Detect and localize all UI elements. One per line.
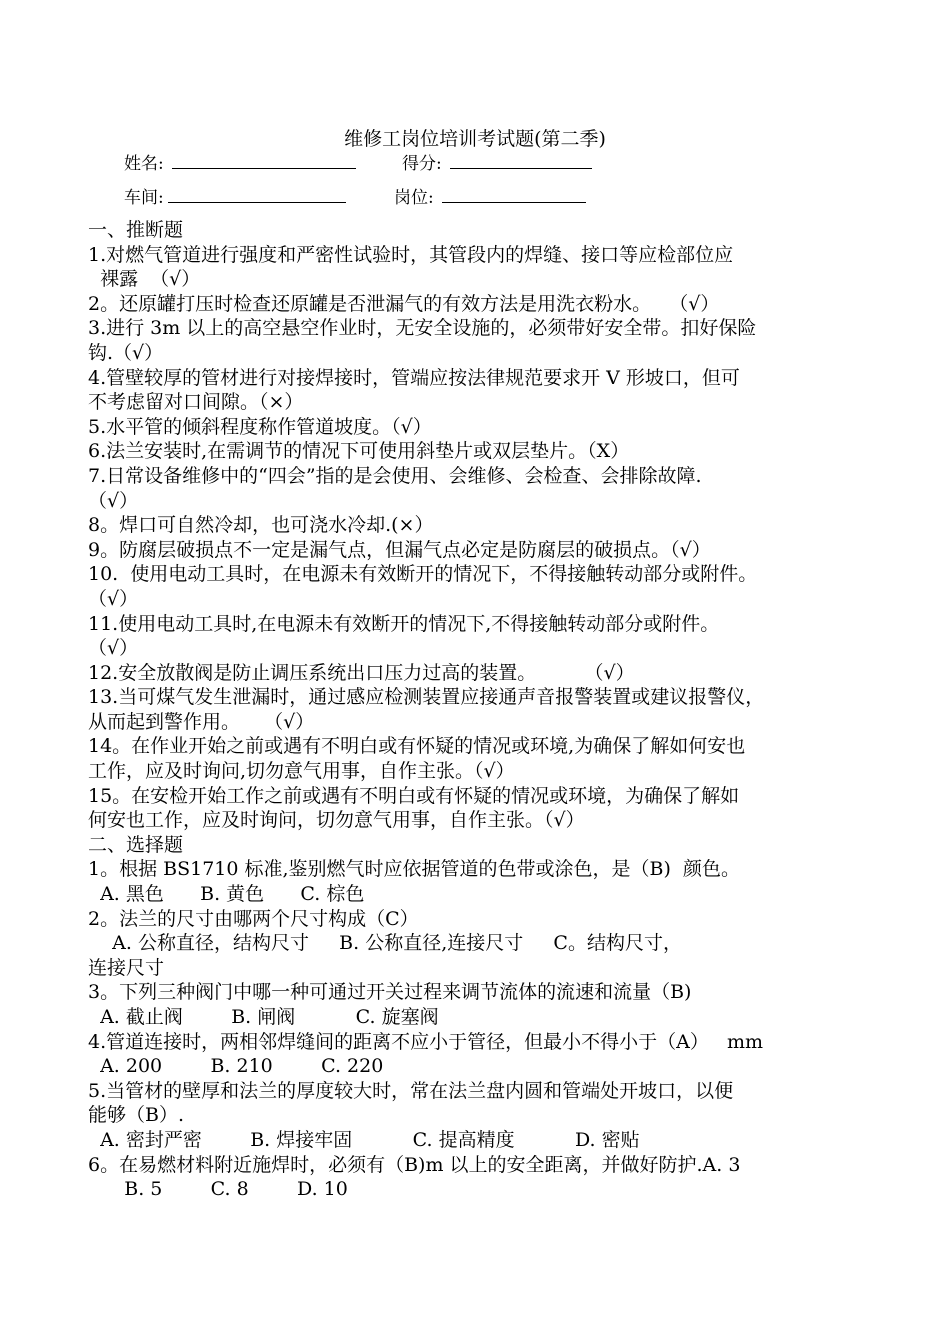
post-field	[394, 186, 586, 209]
exam-title: 维修工岗位培训考试题(第二季)	[344, 128, 606, 150]
score-blank[interactable]	[450, 152, 592, 169]
name-field	[124, 152, 356, 175]
text-line: 5.当管材的壁厚和法兰的厚度较大时，常在法兰盘内圆和管端处开坡口，以便	[88, 1079, 734, 1102]
text-line: A. 截止阀 B. 闸阀 C. 旋塞阀	[88, 1006, 439, 1028]
text-line: 1.对燃气管道进行强度和严密性试验时，其管段内的焊缝、接口等应检部位应	[88, 243, 734, 266]
text-line: 裸露 （√）	[88, 268, 201, 291]
text-line: 6。在易燃材料附近施焊时，必须有（B)m 以上的安全距离，并做好防护.A. 3	[88, 1153, 741, 1176]
name-blank[interactable]	[172, 152, 356, 169]
workshop-field	[124, 186, 346, 209]
text-line: 4.管壁较厚的管材进行对接焊接时，管端应按法律规范要求开 V 形坡口，但可	[88, 366, 740, 389]
post-blank[interactable]	[442, 186, 586, 203]
text-line: 8。焊口可自然冷却，也可浇水冷却.(×）	[88, 514, 434, 537]
text-line: 1。根据 BS1710 标准,鉴别燃气时应依据管道的色带或涂色，是（B) 颜色。	[88, 858, 740, 881]
text-line: 不考虑留对口间隙。（×）	[88, 391, 304, 414]
text-line: 11.使用电动工具时,在电源未有效断开的情况下,不得接触转动部分或附件。	[88, 612, 720, 635]
text-line: 13.当可煤气发生泄漏时，通过感应检测装置应接通声音报警装置或建议报警仪，	[88, 686, 765, 709]
text-line: 二、选择题	[88, 833, 184, 856]
text-line: 12.安全放散阀是防止调压系统出口压力过高的装置。 （√）	[88, 661, 635, 684]
workshop-label: 车间:	[124, 188, 164, 208]
text-line: A. 200 B. 210 C. 220	[88, 1055, 384, 1078]
text-line: 能够（B）.	[88, 1104, 185, 1127]
score-field	[402, 152, 592, 175]
text-line: 4.管道连接时，两相邻焊缝间的距离不应小于管径，但最小不得小于（A） mm	[88, 1030, 764, 1053]
text-line: （√）	[88, 637, 139, 660]
score-label: 得分:	[402, 154, 442, 174]
text-line: 一、推断题	[88, 219, 184, 241]
text-line: A. 黑色 B. 黄色 C. 棕色	[88, 883, 365, 906]
text-line: 15。在安检开始工作之前或遇有不明白或有怀疑的情况或环境，为确保了解如	[88, 784, 740, 807]
text-line: 2。还原罐打压时检查还原罐是否泄漏气的有效方法是用洗衣粉水。 （√）	[88, 292, 720, 315]
text-line: 5.水平管的倾斜程度称作管道坡度。（√）	[88, 415, 432, 438]
text-line: 7.日常设备维修中的“四会”指的是会使用、会维修、会检查、会排除故障.	[88, 464, 702, 487]
text-line: 从而起到警作用。 （√）	[88, 710, 315, 733]
text-line: 何安也工作，应及时询问，切勿意气用事，自作主张。（√）	[88, 809, 585, 832]
text-line: 2。法兰的尺寸由哪两个尺寸构成（C）	[88, 907, 419, 930]
text-line: 连接尺寸	[88, 956, 165, 979]
text-line: （√）	[88, 489, 139, 512]
text-line: B. 5 C. 8 D. 10	[88, 1178, 348, 1201]
text-line: 钩.（√）	[88, 341, 164, 364]
post-label: 岗位:	[394, 188, 434, 208]
text-line: 工作，应及时询问,切勿意气用事，自作主张。（√）	[88, 760, 515, 783]
text-line: A. 公称直径，结构尺寸 B. 公称直径,连接尺寸 C。结构尺寸，	[88, 932, 682, 955]
text-line: （√）	[88, 587, 139, 610]
text-line: 9。防腐层破损点不一定是漏气点，但漏气点必定是防腐层的破损点。（√）	[88, 538, 711, 561]
text-line: A. 密封严密 B. 焊接牢固 C. 提高精度 D. 密贴	[88, 1128, 640, 1151]
text-line: 14。在作业开始之前或遇有不明白或有怀疑的情况或环境,为确保了解如何安也	[88, 735, 746, 758]
text-line: 6.法兰安装时,在需调节的情况下可使用斜垫片或双层垫片。（X）	[88, 440, 630, 463]
text-line: 3.进行 3m 以上的高空悬空作业时，无安全设施的，必须带好安全带。扣好保险	[88, 317, 757, 340]
text-line: 3。下列三种阀门中哪一种可通过开关过程来调节流体的流速和流量（B)	[88, 981, 692, 1004]
workshop-blank[interactable]	[168, 186, 346, 203]
text-line: 10. 使用电动工具时，在电源未有效断开的情况下，不得接触转动部分或附件。	[88, 563, 758, 586]
exam-body	[88, 218, 888, 1202]
name-label: 姓名:	[124, 154, 164, 174]
